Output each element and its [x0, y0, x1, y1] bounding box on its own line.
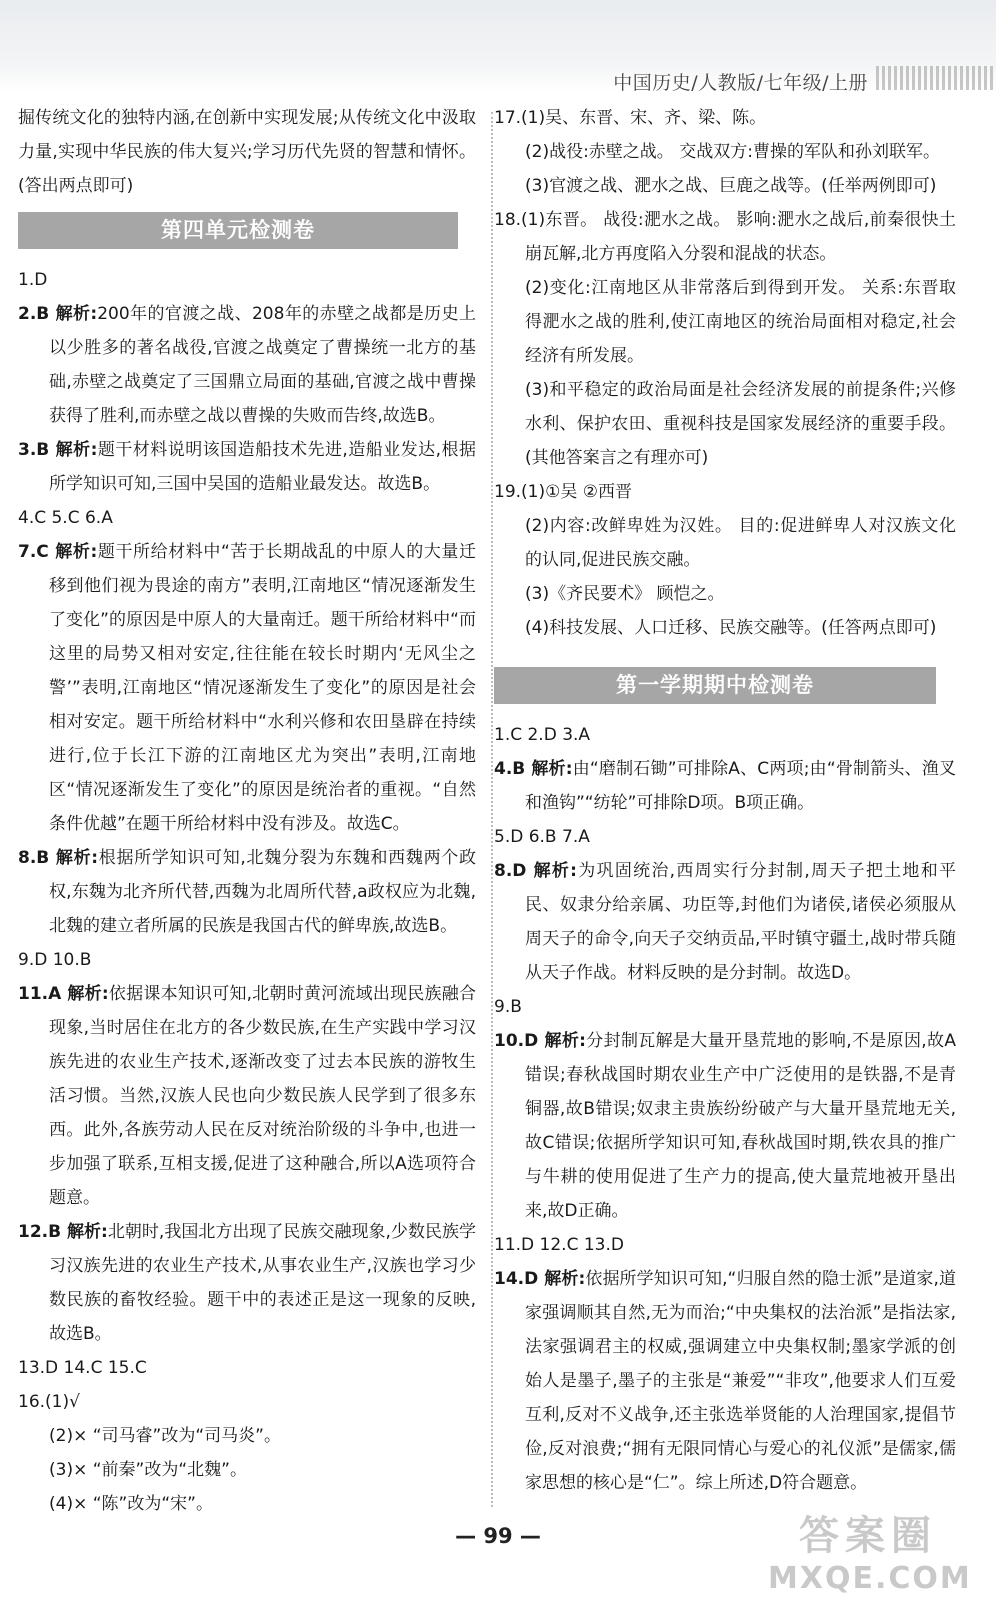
answer-number: 7.C [18, 542, 56, 562]
midterm-answer-10 [494, 1024, 956, 1228]
page-number: — 99 — [455, 1524, 541, 1548]
left-column [18, 101, 476, 1521]
analysis-text: 依据所学知识可知,“归服自然的隐士派”是道家,道家强调顺其自然,无为而治;“中央集权的法治派”是指法家,法家强调君主的权威,强调建立中央集权制;墨家学派的创始人是墨子,墨子的主张是“兼爱”“非攻”,他要求人们互爱互利,反对不义战争,还主张选举贤能的人治理国家,提倡节俭,反对浪费;“拥有无限同情心与爱心的礼仪派”是儒家,儒家思想的核心是“仁”。综上所述,D符合题意。 [525, 1269, 956, 1493]
right-column [494, 101, 956, 1500]
analysis-text: 题干所给材料中“苦于长期战乱的中原人的大量迁移到他们视为畏途的南方”表明,江南地区“情况逐渐发生了变化”的原因是中原人的大量南迁。题干所给材料中“而这里的局势又相对安定,往往能在较长时期内‘无风尘之警’”表明,江南地区“情况逐渐发生了变化”的原因是社会相对安定。题干所给材料中“水利兴修和农田垦辟在持续进行,位于长江下游的江南地区尤为突出”表明,江南地区“情况逐渐发生了变化”的原因是统治者的重视。“自然条件优越”在题干所给材料中没有涉及。故选C。 [49, 542, 476, 834]
answer-18-part2: (2)变化:江南地区从非常落后到得到开发。 关系:东晋取得淝水之战的胜利,使江南地区的统治局面相对稳定,社会经济有所发展。 [525, 278, 956, 366]
midterm-answer-14 [494, 1262, 956, 1500]
answer-18-part3: (3)和平稳定的政治局面是社会经济发展的前提条件;兴修水利、保护农田、重视科技是国家发展经济的重要手段。(其他答案言之有理亦可) [525, 380, 956, 468]
answer-8 [18, 841, 476, 943]
answer-number: 11.A [18, 984, 68, 1004]
analysis-text: 根据所学知识可知,北魏分裂为东魏和西魏两个政权,东魏为北齐所代替,西魏为北周所代替,a政权应为北魏,北魏的建立者所属的民族是我国古代的鲜卑族,故选B。 [49, 848, 476, 936]
answer-13-15: 13.D 14.C 15.C [18, 1358, 147, 1378]
answer-19-part4: (4)科技发展、人口迁移、民族交融等。(任答两点即可) [525, 618, 937, 638]
answer-4-6: 4.C 5.C 6.A [18, 508, 113, 528]
midterm-answer-4 [494, 752, 956, 820]
analysis-label: 解析: [531, 759, 573, 779]
analysis-label: 解析: [55, 848, 99, 868]
midterm-answer-1-3: 1.C 2.D 3.A [494, 725, 591, 745]
answer-7 [18, 535, 476, 841]
answer-16-part3: (3)× “前秦”改为“北魏”。 [49, 1460, 247, 1480]
answer-number: 10.D [494, 1031, 545, 1051]
analysis-text: 200年的官渡之战、208年的赤壁之战都是历史上以少胜多的著名战役,官渡之战奠定了曹操统一北方的基础,赤壁之战奠定了三国鼎立局面的基础,官渡之战中曹操获得了胜利,而赤壁之战以曹操的失败而告终,故选B。 [49, 304, 476, 426]
column-divider [491, 112, 493, 1507]
answer-17-part3: (3)官渡之战、淝水之战、巨鹿之战等。(任举两例即可) [525, 176, 937, 196]
analysis-label: 解析: [544, 1269, 586, 1289]
answer-16-part1: 16.(1)√ [18, 1392, 80, 1412]
answer-number: 3.B [18, 440, 56, 460]
watermark-mark: 答案圈 [799, 1513, 937, 1559]
midterm-answer-8 [494, 854, 956, 990]
answer-number: 12.B [18, 1222, 68, 1242]
answer-12 [18, 1215, 476, 1351]
answer-3 [18, 433, 476, 501]
analysis-text: 北朝时,我国北方出现了民族交融现象,少数民族学习汉族先进的农业生产技术,从事农业生产,汉族也学习少数民族的畜牧经验。题干中的表述正是这一现象的反映,故选B。 [49, 1222, 476, 1344]
analysis-text: 依据课本知识可知,北朝时黄河流域出现民族融合现象,当时居住在北方的各少数民族,在生产实践中学习汉族先进的农业生产技术,逐渐改变了过去本民族的游牧生活习惯。当然,汉族人民也向少数民族人民学到了很多东西。此外,各族劳动人民在反对统治阶级的斗争中,也进一步加强了联系,互相支援,促进了这种融合,所以A选项符合题意。 [49, 984, 476, 1208]
analysis-text: 为巩固统治,西周实行分封制,周天子把土地和平民、奴隶分给亲属、功臣等,封他们为诸侯,诸侯必须服从周天子的命令,向天子交纳贡品,平时镇守疆土,战时带兵随从天子作战。材料反映的是分封制。故选D。 [525, 861, 956, 983]
answer-9-10: 9.D 10.B [18, 950, 92, 970]
analysis-label: 解析: [67, 984, 109, 1004]
watermark-logo [768, 1508, 972, 1596]
answer-2 [18, 297, 476, 433]
answer-number: 2.B [18, 304, 56, 324]
answer-19-part3: (3)《齐民要术》 顾恺之。 [525, 584, 725, 604]
answer-16-part2: (2)× “司马睿”改为“司马炎”。 [49, 1426, 281, 1446]
answer-19-part1: 19.(1)①吴 ②西晋 [494, 482, 633, 502]
analysis-text: 题干材料说明该国造船技术先进,造船业发达,根据所学知识可知,三国中吴国的造船业最发达。故选B。 [49, 440, 476, 494]
analysis-label: 解析: [55, 440, 98, 460]
answer-number: 8.D [494, 861, 534, 881]
intro-text: 掘传统文化的独特内涵,在创新中实现发展;从传统文化中汲取力量,实现中华民族的伟大复兴;学习历代先贤的智慧和情怀。(答出两点即可) [18, 108, 476, 196]
midterm-answer-5-7: 5.D 6.B 7.A [494, 827, 590, 847]
midterm-answer-9: 9.B [494, 997, 522, 1017]
answer-number: 14.D [494, 1269, 545, 1289]
answer-19-part2: (2)内容:改鲜卑姓为汉姓。 目的:促进鲜卑人对汉族文化的认同,促进民族交融。 [525, 516, 956, 570]
watermark-url: MXQE.COM [768, 1561, 972, 1596]
analysis-label: 解析: [533, 861, 577, 881]
section-banner-midterm: 第一学期期中检测卷 [494, 667, 936, 704]
answer-17-part2: (2)战役:赤壁之战。 交战双方:曹操的军队和孙刘联军。 [525, 142, 940, 162]
answer-11 [18, 977, 476, 1215]
answer-18-part1: 18.(1)东晋。 战役:淝水之战。 影响:淝水之战后,前秦很快土崩瓦解,北方再度陷入分裂和混战的状态。 [494, 210, 956, 264]
answer-16-part4: (4)× “陈”改为“宋”。 [49, 1494, 213, 1514]
answer-number: 8.B [18, 848, 56, 868]
analysis-label: 解析: [67, 1222, 108, 1242]
answer-1: 1.D [18, 270, 48, 290]
answer-17-part1: 17.(1)吴、东晋、宋、齐、梁、陈。 [494, 108, 767, 128]
analysis-text: 由“磨制石锄”可排除A、C两项;由“骨制箭头、渔叉和渔钩”“纺轮”可排除D项。B项正确。 [525, 759, 956, 813]
analysis-label: 解析: [544, 1031, 586, 1051]
midterm-answer-11-13: 11.D 12.C 13.D [494, 1235, 624, 1255]
book-title: 中国历史/人教版/七年级/上册 [613, 72, 868, 94]
answer-number: 4.B [494, 759, 532, 779]
section-banner-unit4: 第四单元检测卷 [18, 212, 458, 249]
analysis-label: 解析: [55, 304, 98, 324]
analysis-text: 分封制瓦解是大量开垦荒地的影响,不是原因,故A错误;春秋战国时期农业生产中广泛使用的是铁器,不是青铜器,故B错误;奴隶主贵族纷纷破产与大量开垦荒地无关,故C错误;依据所学知识可知,春秋战国时期,铁农具的推广与牛耕的使用促进了生产力的提高,使大量荒地被开垦出来,故D正确。 [525, 1031, 956, 1221]
analysis-label: 解析: [55, 542, 98, 562]
header-decoration [876, 66, 996, 90]
